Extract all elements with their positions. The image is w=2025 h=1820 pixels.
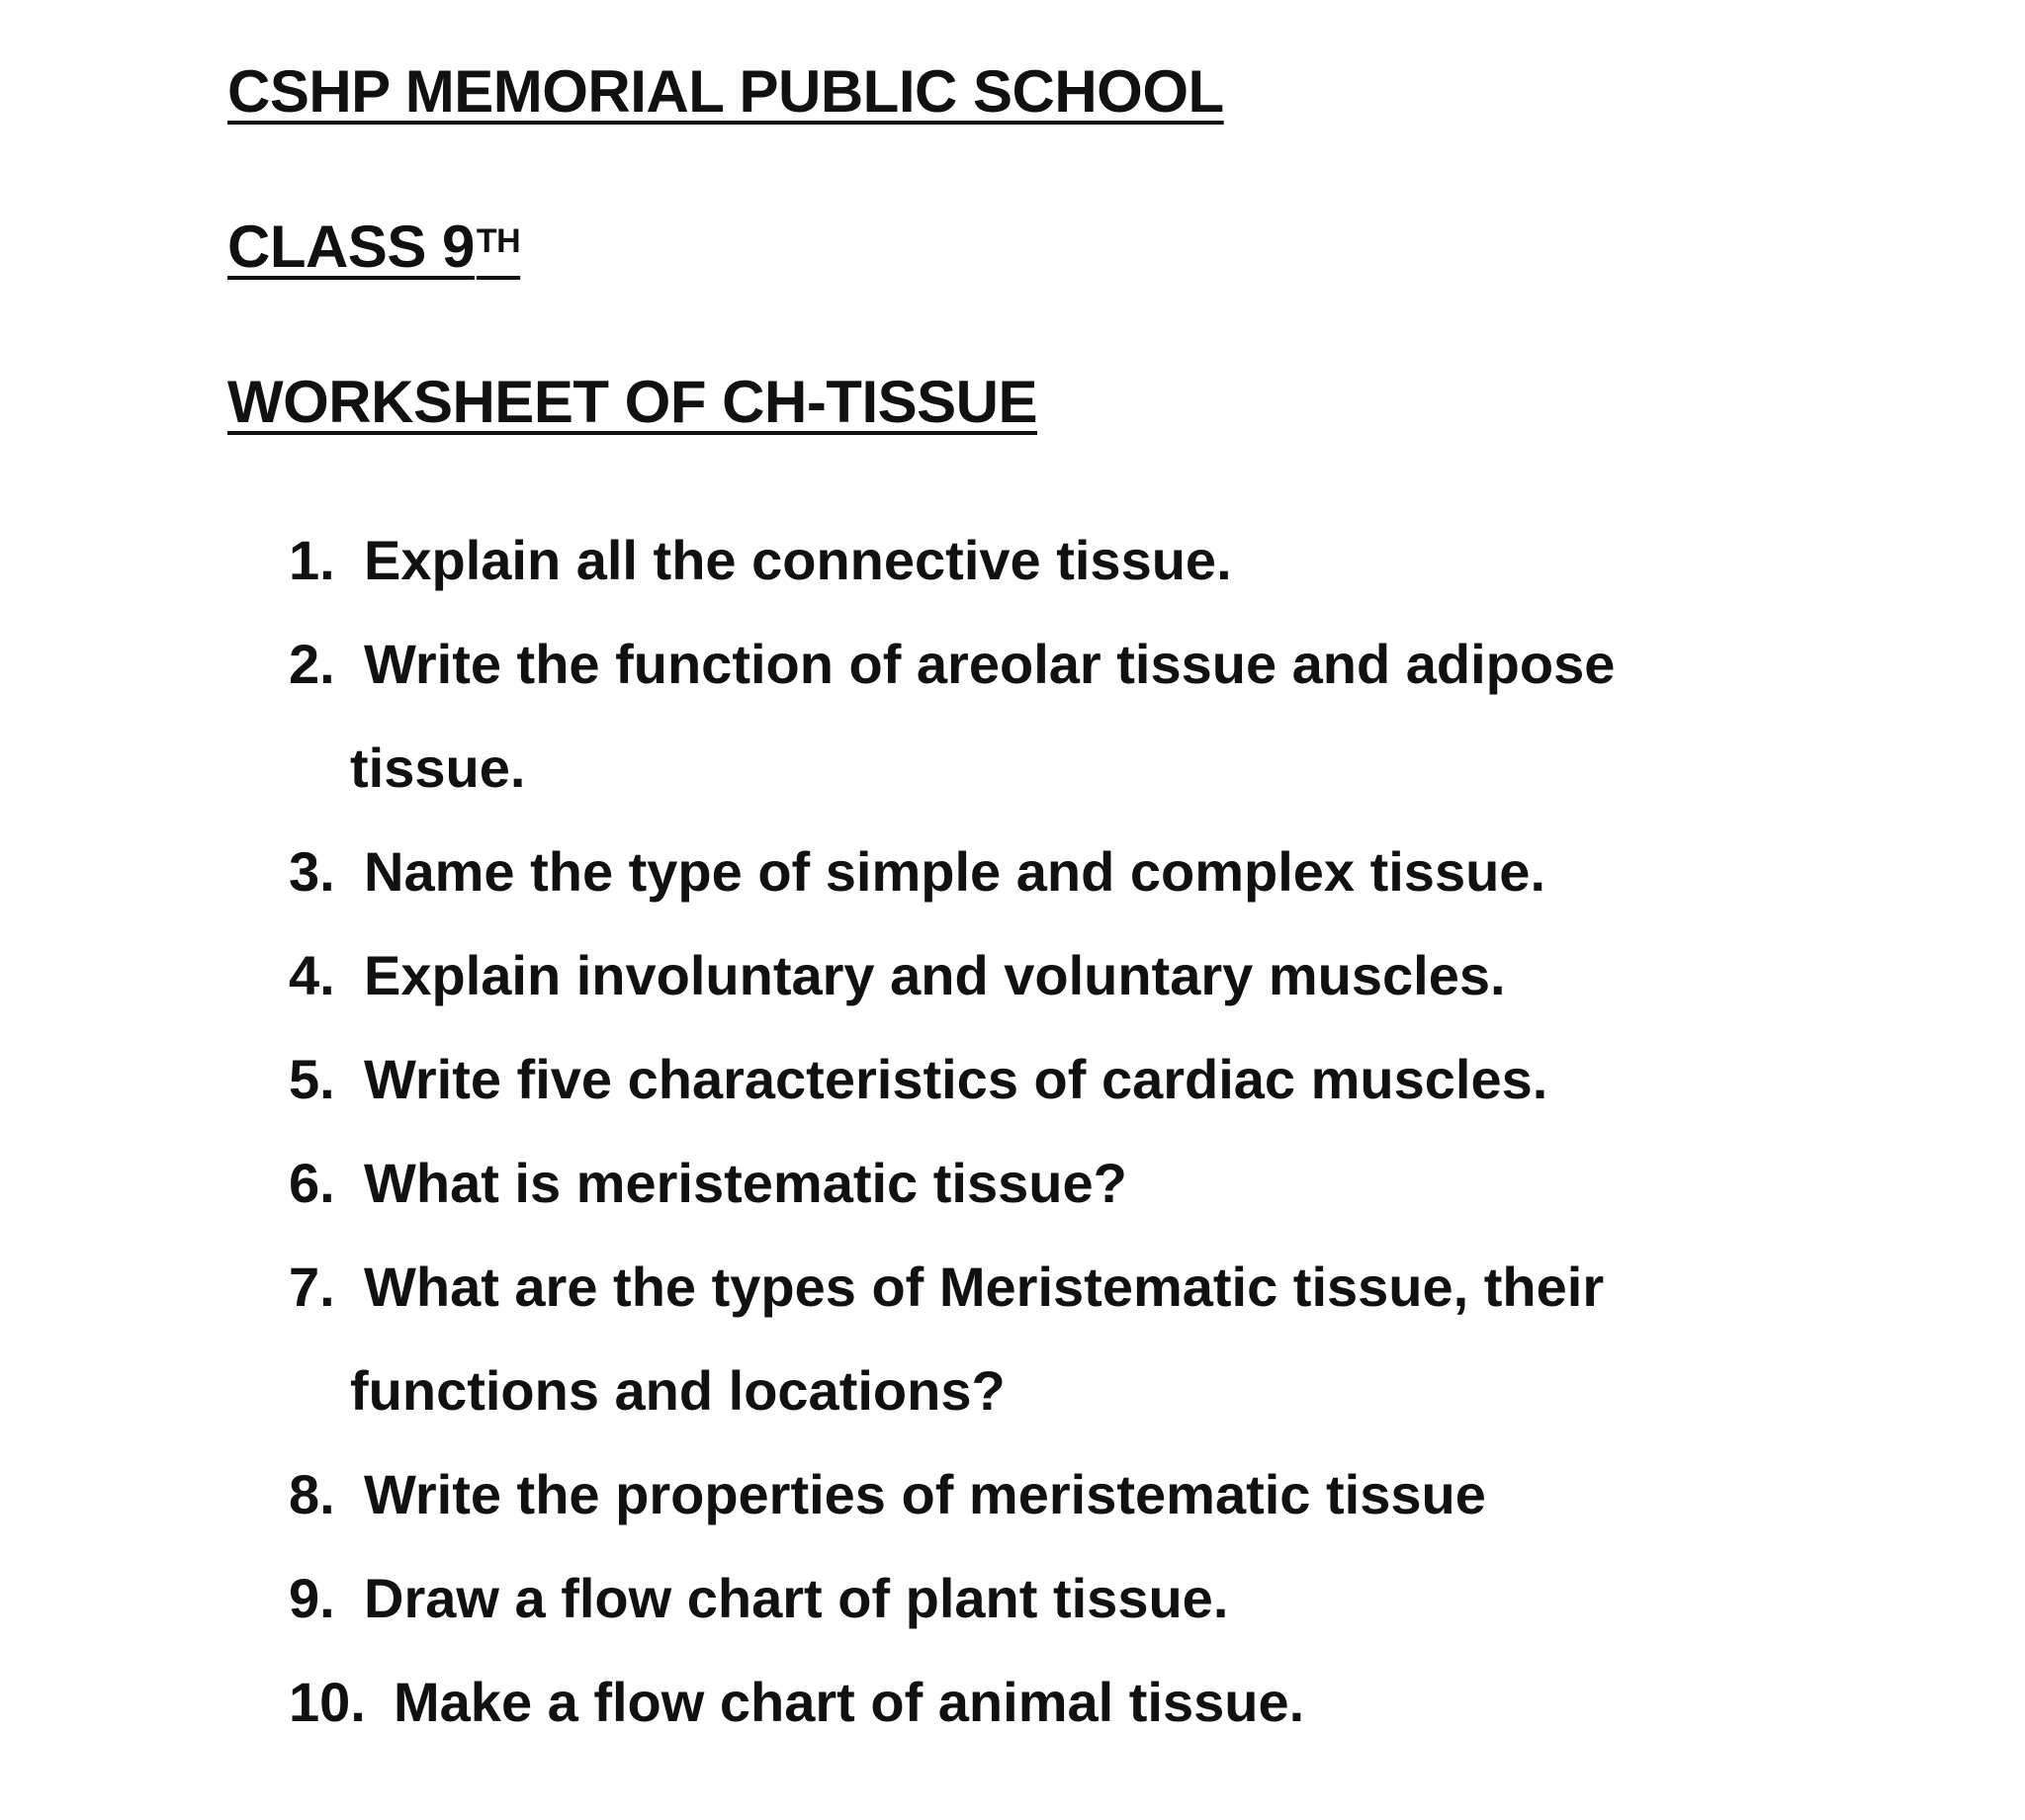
worksheet-title: WORKSHEET OF CH-TISSUE xyxy=(227,369,1038,435)
question-text: Write five characteristics of cardiac muscles. xyxy=(364,1048,1548,1110)
question-2 xyxy=(289,612,1871,820)
question-text-continued: tissue. xyxy=(350,737,526,799)
question-text: What are the types of Meristematic tissue, their xyxy=(364,1256,1605,1318)
question-number: 3. xyxy=(289,840,335,903)
question-number: 6. xyxy=(289,1152,335,1214)
question-text: Explain all the connective tissue. xyxy=(364,529,1232,591)
question-text: Explain involuntary and voluntary muscles. xyxy=(364,944,1506,1006)
question-text-continued: functions and locations? xyxy=(350,1359,1006,1422)
question-text: What is meristematic tissue? xyxy=(364,1152,1127,1214)
class-label: CLASS 9 xyxy=(227,214,475,280)
question-number: 7. xyxy=(289,1256,335,1318)
question-number: 10. xyxy=(289,1671,366,1733)
question-text: Name the type of simple and complex tissue. xyxy=(364,840,1546,903)
question-10 xyxy=(289,1650,1871,1754)
question-number: 8. xyxy=(289,1463,335,1525)
question-6 xyxy=(289,1131,1871,1235)
question-number: 1. xyxy=(289,529,335,591)
question-1 xyxy=(289,508,1871,612)
question-number: 4. xyxy=(289,944,335,1006)
question-text: Draw a flow chart of plant tissue. xyxy=(364,1567,1229,1629)
question-8 xyxy=(289,1442,1871,1546)
class-suffix: TH xyxy=(476,222,521,260)
school-name: CSHP MEMORIAL PUBLIC SCHOOL xyxy=(227,58,1224,125)
question-4 xyxy=(289,923,1871,1027)
question-3 xyxy=(289,820,1871,923)
question-number: 9. xyxy=(289,1567,335,1629)
question-9 xyxy=(289,1546,1871,1650)
question-text: Write the properties of meristematic tissue xyxy=(364,1463,1486,1525)
question-5 xyxy=(289,1027,1871,1131)
question-number: 5. xyxy=(289,1048,335,1110)
question-7 xyxy=(289,1235,1871,1442)
question-text: Make a flow chart of animal tissue. xyxy=(394,1671,1305,1733)
question-text: Write the function of areolar tissue and adipose xyxy=(364,633,1616,695)
question-number: 2. xyxy=(289,633,335,695)
